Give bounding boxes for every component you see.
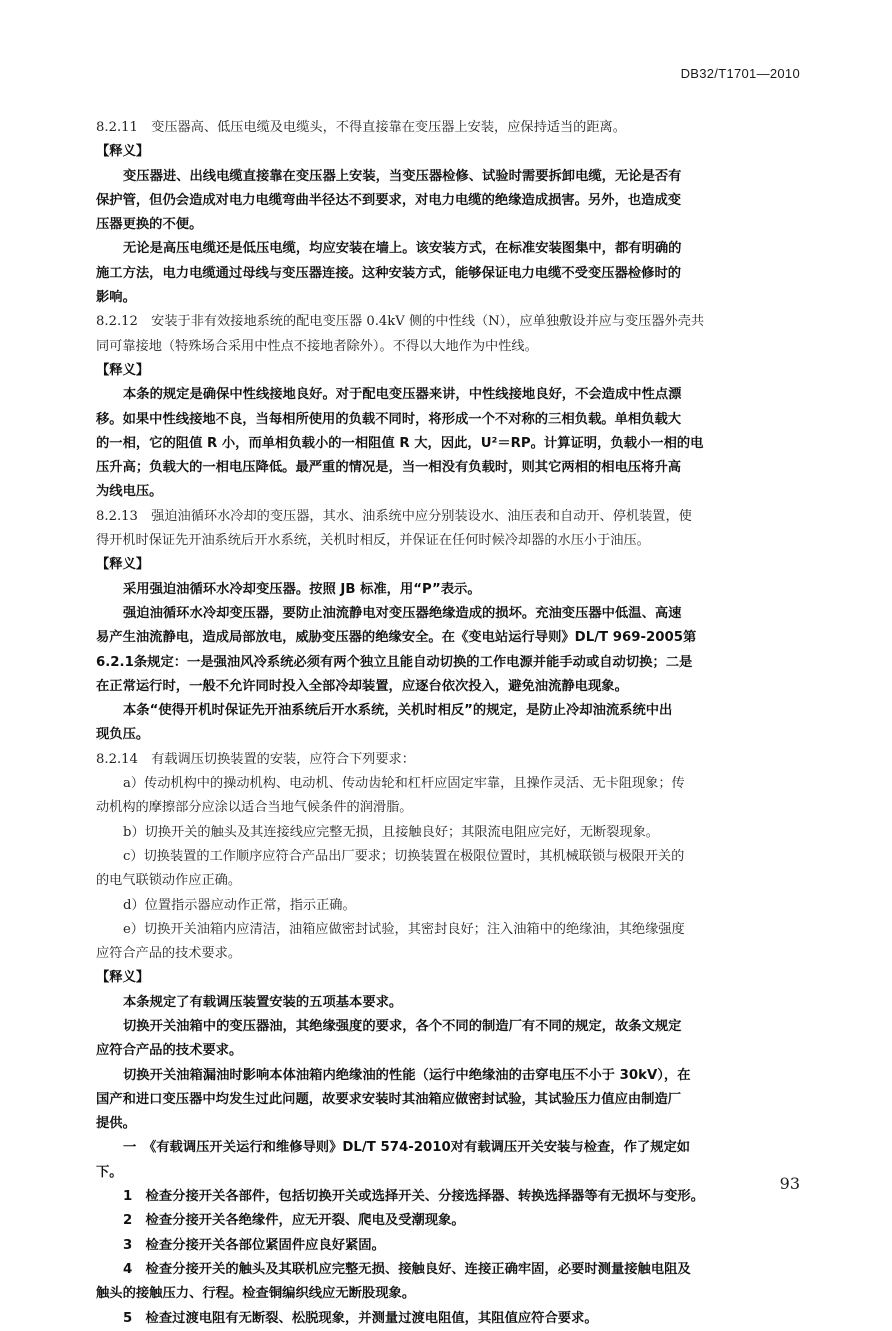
text-line: 本条“使得开机时保证先开油系统后开水系统，关机时相反”的规定，是防止冷却油流系统中出 [123, 703, 673, 719]
text-line: 移。如果中性线接地不良，当每相所使用的负载不同时，将形成一个不对称的三相负载。单相负载大 [96, 411, 682, 427]
page-number: 93 [779, 1174, 800, 1193]
text-line: 强迫油循环水冷却变压器，要防止油流静电对变压器绝缘造成的损坏。充油变压器中低温、高速 [123, 605, 682, 621]
text-line: 【释义】 [96, 144, 150, 160]
text-line: 影响。 [96, 290, 136, 306]
text-line: 压器更换的不便。 [96, 217, 203, 233]
page-body [96, 116, 796, 1331]
text-line: 施工方法，电力电缆通过母线与变压器连接。这种安装方式，能够保证电力电缆不受变压器检修时的 [96, 265, 682, 281]
text-line: 得开机时保证先开油系统后开水系统，关机时相反，并保证在任何时候冷却器的水压小于油压。 [96, 533, 650, 549]
text-line: 2 检查分接开关各绝缘件，应无开裂、爬电及受潮现象。 [123, 1213, 465, 1229]
text-line: d）位置指示器应动作正常，指示正确。 [123, 897, 356, 913]
text-line: e）切换开关油箱内应清洁，油箱应做密封试验，其密封良好；注入油箱中的绝缘油，其绝缘强度 [123, 921, 685, 937]
text-line: 同可靠接地（特殊场合采用中性点不接地者除外）。不得以大地作为中性线。 [96, 338, 538, 354]
text-line: 在正常运行时，一般不允许同时投入全部冷却装置，应逐台依次投入，避免油流静电现象。 [96, 678, 628, 694]
text-line: 无论是高压电缆还是低压电缆，均应安装在墙上。该安装方式，在标准安装图集中，都有明确的 [123, 241, 682, 257]
text-line: 4 检查分接开关的触头及其联机应完整无损、接触良好、连接正确牢固，必要时测量接触电阻及 [123, 1261, 691, 1277]
text-line: 动机构的摩擦部分应涂以适合当地气候条件的润滑脂。 [96, 800, 413, 816]
text-line: 现负压。 [96, 727, 150, 743]
text-line: 切换开关油箱漏油时影响本体油箱内绝缘油的性能（运行中绝缘油的击穿电压不小于 30kV），在 [123, 1067, 691, 1083]
text-line: 【释义】 [96, 362, 150, 378]
text-line: 易产生油流静电，造成局部放电，威胁变压器的绝缘安全。在《变电站运行导则》DL/T 969-2005第 [96, 630, 697, 646]
text-line: 下。 [96, 1164, 123, 1180]
text-line: 国产和进口变压器中均发生过此问题，故要求安装时其油箱应做密封试验，其试验压力值应由制造厂 [96, 1091, 682, 1107]
text-line: 为线电压。 [96, 484, 163, 500]
text-line: a）传动机构中的操动机构、电动机、传动齿轮和杠杆应固定牢靠，且操作灵活、无卡阻现象；传 [123, 776, 685, 792]
text-line: 提供。 [96, 1116, 136, 1132]
text-line: 应符合产品的技术要求。 [96, 946, 242, 962]
text-line: 5 检查过渡电阻有无断裂、松脱现象，并测量过渡电阻值，其阻值应符合要求。 [123, 1310, 598, 1326]
text-line: 切换开关油箱中的变压器油，其绝缘强度的要求，各个不同的制造厂有不同的规定，故条文规定 [123, 1018, 682, 1034]
text-line: 的电气联锁动作应正确。 [96, 873, 242, 889]
text-line: 8.2.12 安装于非有效接地系统的配电变压器 0.4kV 侧的中性线（N），应单独敷设并应与变压器外壳共 [96, 314, 705, 330]
text-line: 1 检查分接开关各部件，包括切换开关或选择开关、分接选择器、转换选择器等有无损坏与变形。 [123, 1189, 705, 1205]
text-line: 【释义】 [96, 557, 150, 573]
text-line: 一 《有载调压开关运行和维修导则》DL/T 574-2010对有载调压开关安装与检查，作了规定如 [123, 1140, 691, 1156]
text-line: c）切换装置的工作顺序应符合产品出厂要求；切换装置在极限位置时，其机械联锁与极限开关的 [123, 848, 685, 864]
text-line: 触头的接触压力、行程。检查铜编织线应无断股现象。 [96, 1286, 416, 1302]
text-line: 6.2.1条规定：一是强油风冷系统必须有两个独立且能自动切换的工作电源并能手动或自动切换；二是 [96, 654, 693, 670]
text-line: 保护管，但仍会造成对电力电缆弯曲半径达不到要求，对电力电缆的绝缘造成损害。另外，也造成变 [96, 192, 682, 208]
text-line: 8.2.13 强迫油循环水冷却的变压器，其水、油系统中应分别装设水、油压表和自动开、停机装置，使 [96, 508, 692, 524]
doc-code-header: DB32/T1701—2010 [680, 66, 800, 81]
text-line: 采用强迫油循环水冷却变压器。按照 JB 标准，用“P”表示。 [123, 581, 481, 597]
text-line: b）切换开关的触头及其连接线应完整无损，且接触良好；其限流电阻应完好，无断裂现象。 [123, 824, 659, 840]
text-line: 应符合产品的技术要求。 [96, 1043, 243, 1059]
text-line: 本条的规定是确保中性线接地良好。对于配电变压器来讲，中性线接地良好，不会造成中性点漂 [123, 387, 682, 403]
text-line: 3 检查分接开关各部位紧固件应良好紧固。 [123, 1237, 385, 1253]
text-line: 【释义】 [96, 970, 150, 986]
text-line: 8.2.14 有载调压切换装置的安装，应符合下列要求： [96, 751, 415, 767]
text-line: 的一相，它的阻值 R 小，而单相负载小的一相阻值 R 大，因此，U²＝RP。计算证明，负载小一相的电 [96, 435, 704, 451]
text-line: 变压器进、出线电缆直接靠在变压器上安装，当变压器检修、试验时需要拆卸电缆，无论是否有 [123, 168, 682, 184]
text-line: 压升高；负载大的一相电压降低。最严重的情况是，当一相没有负载时，则其它两相的相电压将升高 [96, 460, 682, 476]
text-line: 8.2.11 变压器高、低压电缆及电缆头，不得直接靠在变压器上安装，应保持适当的距离。 [96, 120, 626, 135]
text-line: 本条规定了有载调压装置安装的五项基本要求。 [123, 994, 403, 1010]
